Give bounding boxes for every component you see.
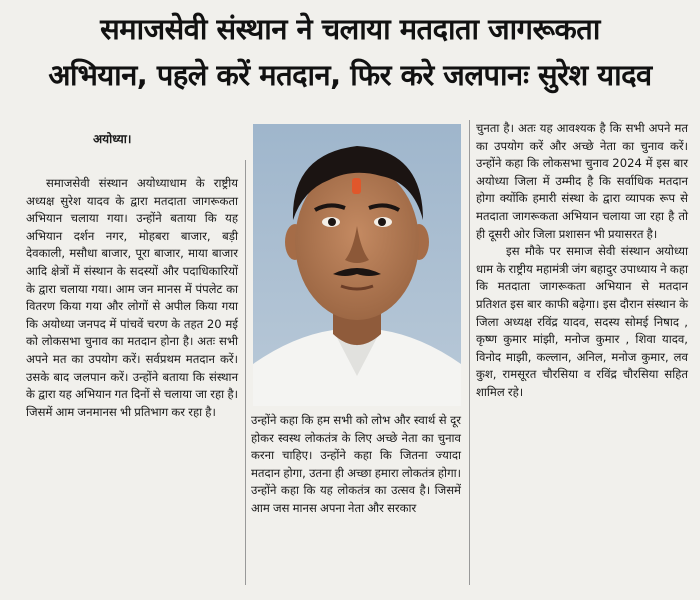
- paragraph: इस मौके पर समाज सेवी संस्थान अयोध्या धाम के राष्ट्रीय महामंत्री जंग बहादुर उपाध्याय ने कहा कि मतदाता जागरूकता अभियान से मतदान प्रतिशत इस बार काफी बढ़ेगा। इस दौरान संस्थान के जिला अध्यक्ष रविंद्र यादव, सदस्य सोमई निषाद , कृष्ण कुमार मांझी, मनोज कुमार , शिवा यादव, विनोद माझी, कल्लान, अनिल, मनोज कुमार, लव कुश, रामसूरत चौरसिया व रविंद्र चौरसिया सहित शामिल रहे।: [476, 244, 688, 399]
- paragraph: चुनता है। अतः यह आवश्यक है कि सभी अपने मत का उपयोग करें और अच्छे नेता का चुनाव करें। उन्होंने कहा कि लोकसभा चुनाव 2024 में इस बार अयोध्या जिला में उम्मीद है कि सर्वाधिक मतदान होगा क्योंकि हमारी संस्था के द्वारा व्यापक रूप से मतदाता जागरूकता अभियान चलाया जा रहा है तो ही दूसरी ओर जिला प्रशासन भी प्रयासरत है।: [476, 121, 688, 241]
- headline-line-1: समाजसेवी संस्थान ने चलाया मतदाता जागरूकता: [100, 12, 600, 46]
- dateline: अयोध्या।: [93, 132, 132, 146]
- column-rule-left: [245, 160, 246, 585]
- article-column-1: [26, 175, 238, 421]
- headline: [0, 6, 700, 98]
- portrait-illustration: [253, 124, 461, 406]
- headline-line-2: अभियान, पहले करें मतदान, फिर करे जलपानः सुरेश यादव: [48, 58, 652, 92]
- article-column-2: [251, 412, 461, 518]
- article-column-3: [476, 120, 688, 402]
- column-rule-right: [469, 120, 470, 585]
- paragraph: समाजसेवी संस्थान अयोध्याधाम के राष्ट्रीय अध्यक्ष सुरेश यादव के द्वारा मतदाता जागरूकता अभियान चलाया गया। उन्होंने बताया कि यह अभियान दर्शन नगर, मोहबरा बाजार, बड़ी देवकाली, मसौधा बाजार, पूरा बाजार, माया बाजार आदि क्षेत्रों में संस्थान के सदस्यों और पदाधिकारियों के द्वारा चलाया गया। आम जन मानस में पंपलेट का वितरण किया गया और लोगों से अपील किया गया कि अयोध्या जनपद में पांचवें चरण के तहत 20 मई को लोकसभा चुनाव का मतदान होना है। अतः सभी अपने मत का उपयोग करें। सर्वप्रथम मतदान करें।उसके बाद जलपान करें। उन्होंने बताया कि संस्थान के द्वारा यह अभियान गत दिनों से चलाया जा रहा है। जिसमें आम जनमानस भी प्रतिभाग कर रहा है।: [26, 176, 238, 419]
- portrait-photo: [253, 124, 461, 406]
- paragraph: उन्होंने कहा कि हम सभी को लोभ और स्वार्थ से दूर होकर स्वस्थ लोकतंत्र के लिए अच्छे नेता का चुनाव करना चाहिए। उन्होंने कहा कि जितना ज्यादा मतदान होगा, उतना ही अच्छा हमारा लोकतंत्र होगा। उन्होंने कहा कि यह लोकतंत्र का उत्सव है। जिसमें आम जस मानस अपना नेता और सरकार: [251, 413, 461, 515]
